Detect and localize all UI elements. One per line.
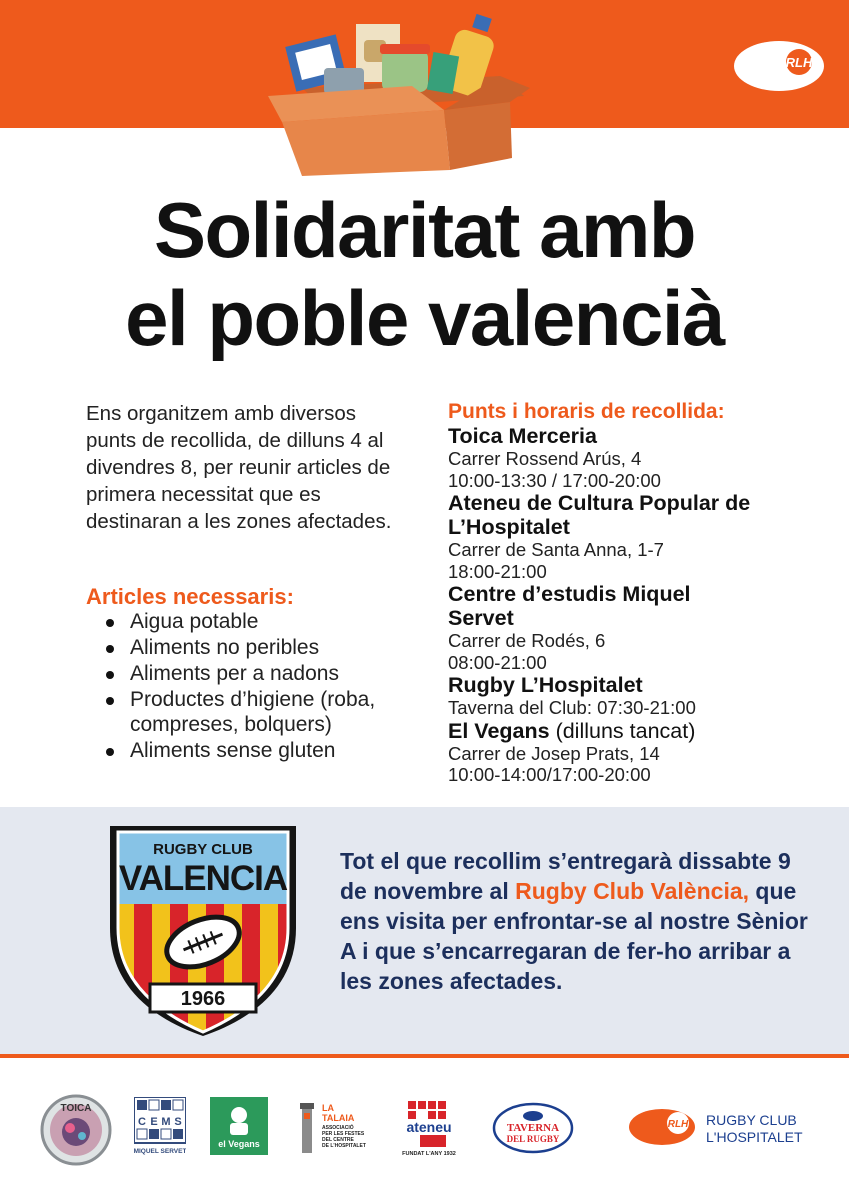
title-line-2: el poble valencià (125, 274, 724, 362)
rugby-club-valencia-shield (104, 824, 302, 1036)
point-hours: 10:00-14:00/17:00-20:00 (448, 764, 651, 785)
title-line-1: Solidaritat amb (154, 186, 695, 274)
taverna-del-rugby-logo (492, 1102, 574, 1154)
handoff-message: Tot el que recollim s’entregarà dissabte 9 de novembre al Rugby Club València, que ens visita per enfrontar-se al nostre Sènior A i que s’encarregaran de fer-ho arribar a les zones afectades. (340, 848, 808, 994)
point-entry (448, 673, 848, 719)
point-entry (448, 582, 848, 673)
svg-text:TOICA: TOICA (60, 1103, 92, 1114)
rugby-club-lhospitalet-logo (628, 1104, 818, 1150)
rugby-club-logo (733, 40, 825, 92)
point-address: Carrer Rossend Arús, 4 (448, 448, 642, 469)
point-name: Centre d’estudis Miquel Servet (448, 582, 691, 630)
bullet-icon (106, 619, 114, 627)
point-address: Carrer de Santa Anna, 1-7 (448, 539, 664, 560)
list-item: Aigua potable (104, 610, 410, 635)
bullet-icon (106, 671, 114, 679)
point-address: Carrer de Josep Prats, 14 (448, 742, 660, 764)
point-name: El Vegans (448, 718, 550, 743)
shield-name: VALENCIA (118, 859, 288, 898)
point-hours: Taverna del Club: 07:30-21:00 (448, 697, 696, 718)
shield-top-text: RUGBY CLUB (153, 841, 253, 858)
svg-text:L'HOSPITALET: L'HOSPITALET (706, 1129, 803, 1145)
point-address: Carrer de Rodés, 6 (448, 630, 606, 651)
collection-points (448, 400, 848, 786)
svg-text:RUGBY CLUB: RUGBY CLUB (706, 1112, 797, 1128)
svg-text:LA: LA (322, 1103, 334, 1113)
toica-logo (40, 1094, 112, 1166)
page-title (0, 186, 849, 362)
la-talaia-logo (296, 1097, 368, 1157)
svg-text:E: E (150, 1116, 158, 1128)
el-vegans-logo (210, 1097, 268, 1155)
shield-year: 1966 (180, 988, 226, 1010)
articles-heading: Articles necessaris: (86, 584, 294, 609)
svg-text:DEL RUGBY: DEL RUGBY (506, 1134, 560, 1144)
svg-text:M: M (161, 1116, 171, 1128)
svg-text:DEL CENTRE: DEL CENTRE (322, 1137, 354, 1143)
svg-text:ateneu: ateneu (406, 1119, 452, 1135)
point-hours: 08:00-21:00 (448, 651, 547, 673)
highlight-club: Rugby Club València, (515, 878, 750, 904)
intro-paragraph: Ens organitzem amb diversos punts de recollida, de dilluns 4 al divendres 8, per reunir articles de primera necessitat que es destinaran a les zones afectades. (86, 402, 392, 533)
point-name: Toica Merceria (448, 424, 597, 448)
point-name: Rugby L’Hospitalet (448, 673, 643, 697)
svg-text:RLH: RLH (785, 55, 813, 70)
ateneu-logo (398, 1099, 460, 1157)
svg-text:TAVERNA: TAVERNA (506, 1122, 560, 1134)
bullet-icon (106, 697, 114, 705)
point-entry (448, 719, 848, 786)
point-note: (dilluns tancat) (549, 718, 696, 743)
bullet-icon (106, 748, 114, 756)
list-item: Productes d’higiene (roba, compreses, bolquers) (104, 688, 380, 737)
points-heading: Punts i horaris de recollida: (448, 400, 725, 423)
svg-text:TALAIA: TALAIA (322, 1113, 355, 1123)
point-name-with-note (448, 719, 848, 743)
svg-text:S: S (174, 1116, 182, 1128)
bullet-icon (106, 645, 114, 653)
point-entry (448, 424, 848, 491)
point-name: Ateneu de Cultura Popular de L’Hospitalet (448, 491, 751, 539)
point-hours: 10:00-13:30 / 17:00-20:00 (448, 469, 661, 491)
svg-text:C: C (138, 1116, 146, 1128)
svg-text:el Vegans: el Vegans (218, 1139, 260, 1149)
svg-text:MIQUEL SERVET: MIQUEL SERVET (134, 1148, 186, 1155)
svg-text:FUNDAT L'ANY 1932: FUNDAT L'ANY 1932 (402, 1151, 456, 1157)
svg-text:RLH: RLH (667, 1119, 689, 1130)
list-item: Aliments no peribles (104, 636, 410, 661)
cems-miquel-servet-logo (134, 1097, 186, 1155)
svg-text:PER LES FESTES: PER LES FESTES (322, 1131, 365, 1137)
food-donation-box-icon (262, 10, 542, 178)
divider (0, 1054, 849, 1058)
svg-text:ASSOCIACIÓ: ASSOCIACIÓ (322, 1125, 354, 1131)
list-item: Aliments sense gluten (104, 739, 410, 764)
svg-text:DE L'HOSPITALET: DE L'HOSPITALET (322, 1143, 366, 1149)
articles-list (104, 610, 410, 765)
point-entry (448, 491, 848, 582)
list-item: Aliments per a nadons (104, 662, 410, 687)
point-hours: 18:00-21:00 (448, 560, 547, 582)
